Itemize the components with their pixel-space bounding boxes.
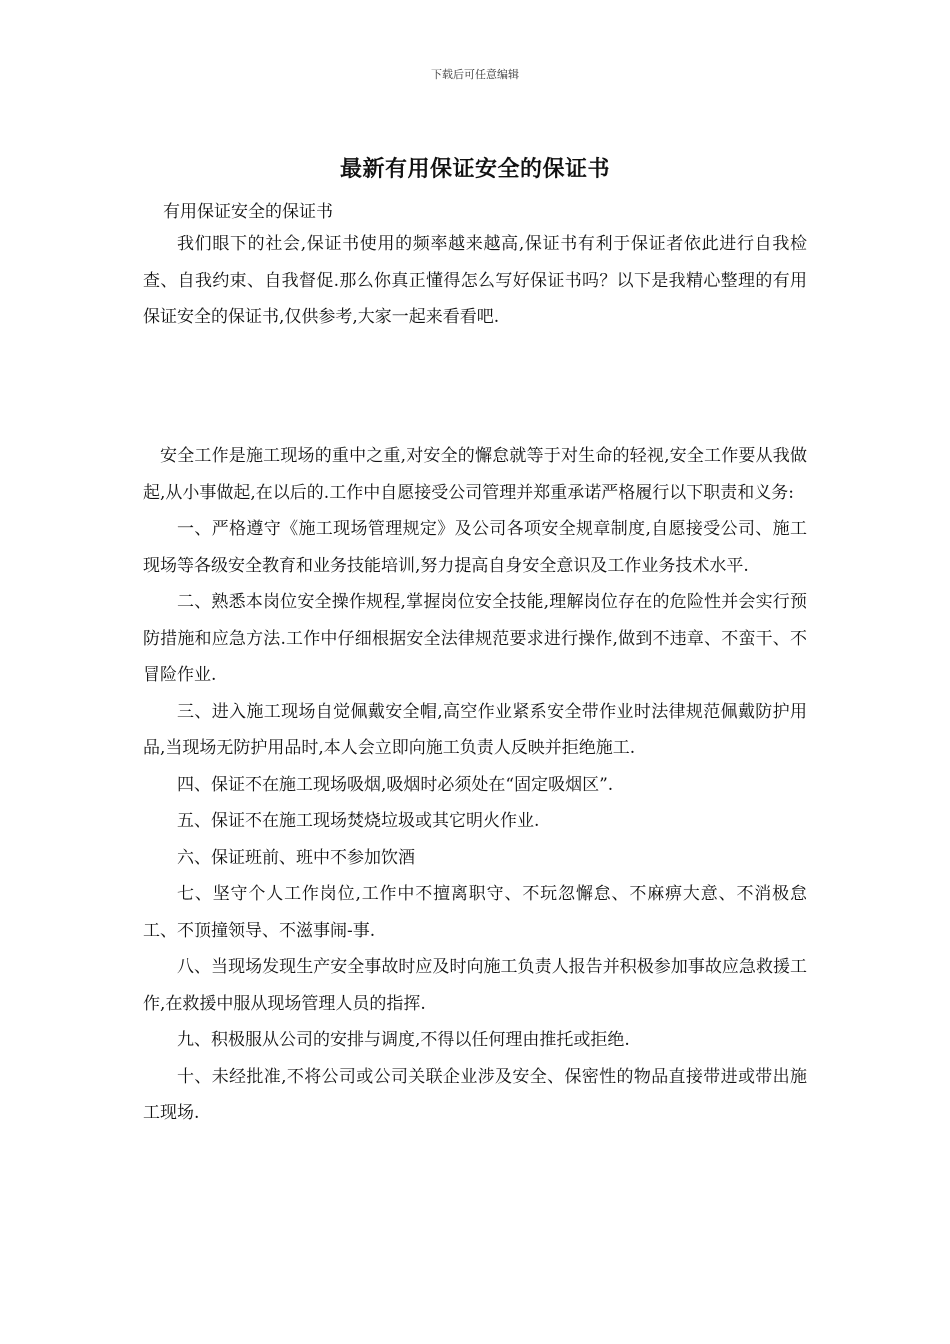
pledge-item-9: 九、积极服从公司的安排与调度,不得以任何理由推托或拒绝.: [177, 1030, 630, 1050]
pledge-item-7: 七、坚守个人工作岗位,工作中不擅离职守、不玩忽懈怠、不麻痹大意、不消极怠工、不顶撞领导、不滋事闹-事.: [143, 884, 807, 941]
document-title: 最新有用保证安全的保证书: [339, 156, 610, 182]
pledge-item-4: 四、保证不在施工现场吸烟,吸烟时必须处在“固定吸烟区”.: [177, 774, 614, 795]
pledge-item-5: 五、保证不在施工现场焚烧垃圾或其它明火作业.: [177, 811, 540, 831]
header-note: 下载后可任意编辑: [431, 68, 519, 81]
pledge-item-6: 六、保证班前、班中不参加饮酒: [177, 847, 415, 868]
document-subtitle: 有用保证安全的保证书: [163, 202, 333, 222]
pledge-item-8: 八、当现场发现生产安全事故时应及时向施工负责人报告并积极参加事故应急救援工作,在救援中服从现场管理人员的指挥.: [143, 957, 807, 1014]
opening-paragraph: 安全工作是施工现场的重中之重,对安全的懈怠就等于对生命的轻视,安全工作要从我做起,从小事做起,在以后的.工作中自愿接受公司管理并郑重承诺严格履行以下职责和义务:: [143, 446, 807, 503]
pledge-item-10: 十、未经批准,不将公司或公司关联企业涉及安全、保密性的物品直接带进或带出施工现场.: [143, 1066, 807, 1123]
pledge-item-1: 一、严格遵守《施工现场管理规定》及公司各项安全规章制度,自愿接受公司、施工现场等各级安全教育和业务技能培训,努力提高自身安全意识及工作业务技术水平.: [143, 519, 807, 576]
pledge-body: [143, 438, 807, 1132]
intro-paragraph: 我们眼下的社会,保证书使用的频率越来越高,保证书有利于保证者依此进行自我检查、自我约束、自我督促.那么你真正懂得怎么写好保证书吗？以下是我精心整理的有用保证安全的保证书,仅供参考,大家一起来看看吧.: [143, 234, 807, 327]
pledge-item-2: 二、熟悉本岗位安全操作规程,掌握岗位安全技能,理解岗位存在的危险性并会实行预防措施和应急方法.工作中仔细根据安全法律规范要求进行操作,做到不违章、不蛮干、不冒险作业.: [143, 592, 807, 685]
pledge-item-3: 三、进入施工现场自觉佩戴安全帽,高空作业紧系安全带作业时法律规范佩戴防护用品,当现场无防护用品时,本人会立即向施工负责人反映并拒绝施工.: [143, 701, 807, 758]
intro-section: [143, 226, 807, 336]
